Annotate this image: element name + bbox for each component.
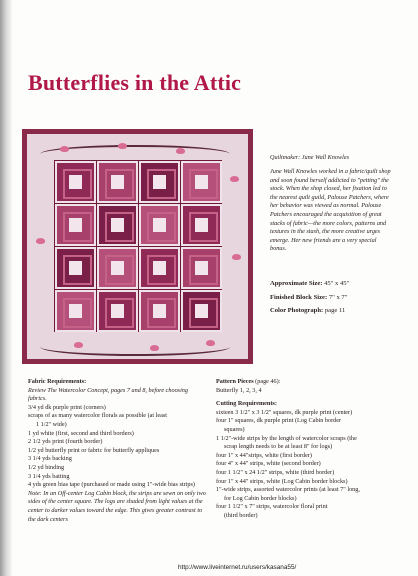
list-item: 1 1/2"-wide strips by the length of watercolor scraps (the: [216, 434, 357, 442]
block-center-square: [111, 261, 124, 275]
color-photo-row: [270, 307, 349, 316]
footer-url[interactable]: http://www.liveinternet.ru/users/kasana55/: [178, 564, 297, 571]
pattern-pieces-page: (page 46):: [255, 378, 281, 385]
list-item: four 1" x 44"strips, white (first border): [216, 451, 312, 459]
block-center-square: [153, 218, 166, 232]
approx-size-value: 45" x 45": [324, 280, 350, 287]
log-cabin-block: [139, 161, 180, 203]
list-item: four 1 1/2" x 24 1/2" strips, white (third border): [216, 468, 335, 476]
list-item: 3 1/4 yds backing: [28, 455, 72, 463]
list-item: four 1" x 44" strips, white (Log Cabin border blocks): [216, 477, 348, 485]
list-item: 2 1/2 yds print (fourth border): [28, 438, 103, 446]
butterfly-applique: [176, 148, 185, 154]
butterfly-applique: [150, 345, 159, 351]
list-item: scrap length needs to be at least 8" for logs): [224, 443, 333, 451]
block-center-square: [111, 304, 124, 318]
list-item: 1 1/2" wide): [36, 420, 67, 428]
log-cabin-block: [181, 290, 222, 332]
approx-size-row: [270, 280, 349, 289]
pattern-cutting: [216, 378, 412, 521]
log-cabin-block: [55, 290, 96, 332]
pattern-pieces-row: [216, 378, 412, 387]
butterfly-applique: [206, 340, 215, 346]
book-spine-shadow: [0, 0, 12, 576]
quilt-description: June Wall Knowles worked in a fabric/quilt shop and soon found herself addicted to "petting" the stock. When the shop closed, her fixation led to the nearest quilt guild, Palouse Patchers, where her behavior was viewed as normal. Palouse Patchers encouraged the acquisition of great stacks of fabric—the more colors, patterns and textures in the stash, the more creative urges emerge. Her new friends are a very special bonus.: [270, 168, 391, 253]
butterfly-applique: [36, 238, 45, 244]
log-cabin-block: [55, 204, 96, 246]
log-cabin-block: [139, 247, 180, 289]
fabric-req-note: Note: In an Off-center Log Cabin block, the strips are sewn on only two sides of the center square. The logs are shaded from light values at the center to darker values toward the edge. This gives greater contrast to the dark centers: [28, 489, 206, 523]
list-item: sixteen 3 1/2" x 3 1/2" squares, dk purple print (center): [216, 408, 353, 416]
butterfly-applique: [230, 176, 239, 182]
cutting-req-list: [216, 409, 412, 521]
block-center-square: [153, 261, 166, 275]
list-item: four 1" squares, dk purple print (Log Cabin border: [216, 417, 342, 425]
fabric-req-review: Review The Watercolor Concept, pages 7 and 8, before choosing fabrics.: [28, 386, 188, 403]
log-cabin-block: [55, 247, 96, 289]
list-item: 3 1/4 yds batting: [28, 472, 70, 480]
log-cabin-block: [181, 161, 222, 203]
cutting-req-heading: Cutting Requirements:: [216, 400, 277, 408]
block-center-square: [153, 175, 166, 189]
log-cabin-block: [139, 290, 180, 332]
list-item: 1/2 yd butterfly print or fabric for butterfly appliques: [28, 446, 160, 454]
list-item: 1 yd white (first, second and third borders): [28, 429, 134, 437]
pattern-pieces-value: Butterfly 1, 2, 3, 4: [216, 386, 262, 394]
block-center-square: [195, 218, 208, 232]
quilt-specs: [270, 280, 349, 321]
log-cabin-block: [97, 290, 138, 332]
butterfly-applique: [60, 146, 69, 152]
block-center-square: [69, 218, 82, 232]
block-center-square: [195, 304, 208, 318]
quiltmaker-credit: Quiltmaker: June Wall Knowles: [270, 154, 349, 161]
fabric-req-list: [28, 404, 208, 490]
vine-bottom: [40, 338, 230, 356]
color-photo-value: page 11: [324, 307, 346, 315]
list-item: for Log Cabin border blocks): [224, 494, 297, 502]
log-cabin-block: [97, 161, 138, 203]
block-center-square: [69, 304, 82, 318]
finished-block-label: Finished Block Size:: [270, 293, 328, 301]
list-item: 4 yds green bias tape (purchased or made using 1"-wide bias strips): [28, 481, 195, 489]
fabric-req-heading: Fabric Requirements:: [28, 378, 87, 385]
log-cabin-block: [97, 204, 138, 246]
block-center-square: [111, 218, 124, 232]
list-item: 1"-wide strips, assorted watercolor prints (at least 7" long,: [216, 486, 360, 494]
approx-size-label: Approximate Size:: [270, 280, 323, 287]
list-item: 1/2 yd binding: [28, 463, 65, 471]
finished-block-value: 7" x 7": [328, 293, 348, 301]
fabric-requirements: [28, 378, 208, 524]
list-item: scraps of as many watercolor florals as possible (at least: [28, 412, 168, 420]
log-cabin-block: [55, 161, 96, 203]
butterfly-applique: [232, 254, 241, 260]
color-photo-label: Color Photograph:: [270, 307, 324, 315]
finished-block-row: [270, 294, 349, 303]
butterfly-applique: [74, 342, 83, 348]
list-item: four 4" x 44" strips, white (second border): [216, 460, 321, 468]
list-item: squares): [224, 425, 245, 433]
log-cabin-block: [139, 204, 180, 246]
list-item: 3/4 yd dk purple print (corners): [28, 403, 106, 411]
list-item: four 1 1/2" x 7" strips, watercolor floral print: [216, 503, 328, 511]
block-center-square: [111, 175, 124, 189]
log-cabin-block: [181, 204, 222, 246]
block-center-square: [195, 175, 208, 189]
block-center-square: [153, 304, 166, 318]
page-title: Butterflies in the Attic: [28, 70, 242, 95]
block-center-square: [195, 261, 208, 275]
butterfly-applique: [118, 143, 127, 149]
list-item: (third border): [224, 511, 258, 519]
block-center-square: [69, 261, 82, 275]
block-center-square: [69, 175, 82, 189]
pattern-pieces-heading: Pattern Pieces: [216, 378, 254, 385]
log-cabin-block: [97, 247, 138, 289]
log-cabin-block: [181, 247, 222, 289]
